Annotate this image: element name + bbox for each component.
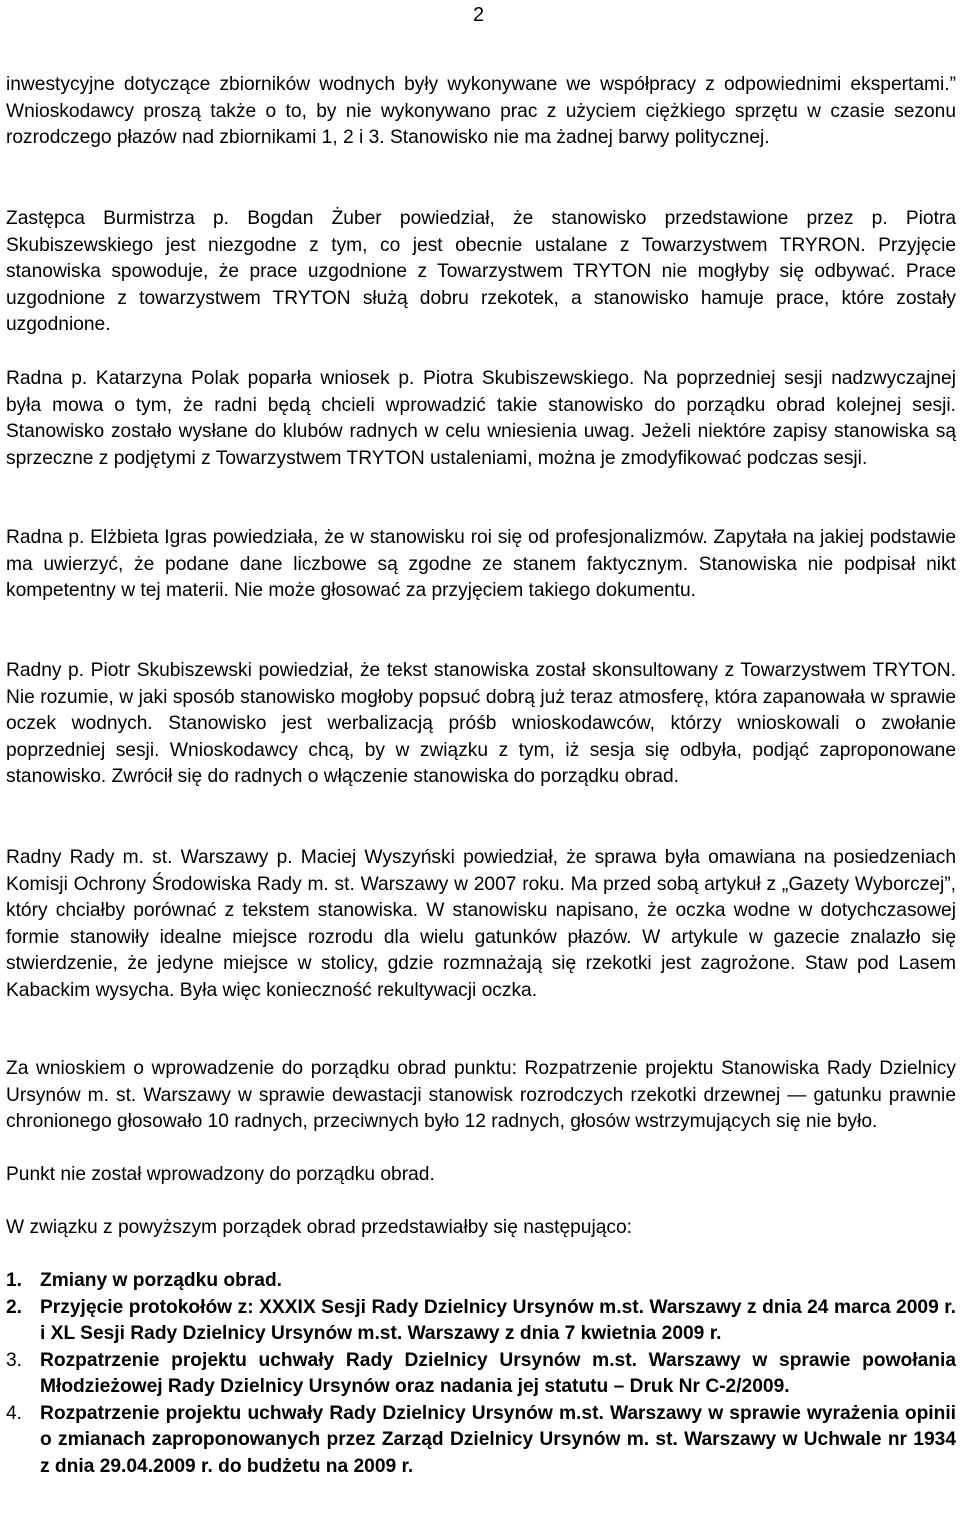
agenda-item bbox=[6, 1401, 956, 1481]
paragraph-intro: inwestycyjne dotyczące zbiorników wodnych były wykonywane we współpracy z odpowiednimi ekspertami.” Wnioskodawcy proszą także o to, by nie wykonywano prac z użyciem ciężkiego sprzętu w czasie sezonu rozrodczego płazów nad zbiornikami 1, 2 i 3. Stanowisko nie ma żadnej barwy politycznej. bbox=[6, 74, 956, 148]
agenda-item-number: 2. bbox=[6, 1296, 23, 1318]
paragraph-wyszynski: Radny Rady m. st. Warszawy p. Maciej Wyszyński powiedział, że sprawa była omawiana na posiedzeniach Komisji Ochrony Środowiska Rady m. st. Warszawy w 2007 roku. Ma przed sobą artykuł z „Gazety Wyborczej”, który chciałby porównać z tekstem stanowiska. W stanowisku napisano, że oczka wodne w dotychczasowej formie stanowiły idealne miejsce rozrodu dla wielu gatunków płazów. W artykule w gazecie znalazło się stwierdzenie, że jedyne miejsce w stolicy, gdzie rozmnażają się rzekotki jest zagrożone. Staw pod Lasem Kabackim wysycha. Była więc konieczność rekultywacji oczka. bbox=[6, 847, 956, 1001]
agenda-list bbox=[6, 1268, 956, 1480]
agenda-item bbox=[6, 1268, 956, 1295]
paragraph-polak: Radna p. Katarzyna Polak poparła wniosek p. Piotra Skubiszewskiego. Na poprzedniej sesji nadzwyczajnej była mowa o tym, że radni będą chcieli wprowadzić takie stanowisko do porządku obrad kolejnej sesji. Stanowisko zostało wysłane do klubów radnych w celu wniesienia uwag. Jeżeli niektóre zapisy stanowiska są sprzeczne z podjętymi z Towarzystwem TRYTON ustaleniami, można je zmodyfikować podczas sesji. bbox=[6, 368, 956, 469]
agenda-item bbox=[6, 1348, 956, 1401]
paragraph-result: Punkt nie został wprowadzony do porządku obrad. bbox=[6, 1164, 435, 1185]
agenda-item-text: Rozpatrzenie projektu uchwały Rady Dzielnicy Ursynów m.st. Warszawy w sprawie powołania Młodzieżowej Rady Dzielnicy Ursynów oraz nadania jej statutu – Druk Nr C-2/2009. bbox=[40, 1349, 956, 1397]
page-number: 2 bbox=[473, 4, 485, 26]
agenda-item-text: Rozpatrzenie projektu uchwały Rady Dzielnicy Ursynów m.st. Warszawy w sprawie wyrażenia opinii o zmianach zaproponowanych przez Zarząd Dzielnicy Ursynów m. st. Warszawy w Uchwale nr 1934 z dnia 29.04.2009 r. do budżetu na 2009 r. bbox=[40, 1402, 956, 1477]
agenda-item-number: 3. bbox=[6, 1349, 23, 1371]
agenda-item-number: 1. bbox=[6, 1270, 23, 1291]
agenda-item-number: 4. bbox=[6, 1402, 23, 1424]
paragraph-agenda-intro: W związku z powyższym porządek obrad przedstawiałby się następująco: bbox=[6, 1217, 633, 1238]
paragraph-vote: Za wnioskiem o wprowadzenie do porządku obrad punktu: Rozpatrzenie projektu Stanowiska Rady Dzielnicy Ursynów m. st. Warszawy w sprawie dewastacji stanowisk rozrodczych rzekotki drzewnej — gatunku prawnie chronionego głosowało 10 radnych, przeciwnych było 12 radnych, głosów wstrzymujących się nie było. bbox=[6, 1058, 956, 1132]
agenda-item-text: Przyjęcie protokołów z: XXXIX Sesji Rady Dzielnicy Ursynów m.st. Warszawy z dnia 24 marca 2009 r. i XL Sesji Rady Dzielnicy Ursynów m.st. Warszawy z dnia 7 kwietnia 2009 r. bbox=[40, 1296, 956, 1344]
paragraph-skubiszewski: Radny p. Piotr Skubiszewski powiedział, że tekst stanowiska został skonsultowany z Towarzystwem TRYTON. Nie rozumie, w jaki sposób stanowisko mogłoby popsuć dobrą już teraz atmosferę, która zapanowała w sprawie oczek wodnych. Stanowisko jest werbalizacją próśb wnioskodawców, którzy wnioskowali o zwołanie poprzedniej sesji. Wnioskodawcy chcą, by w związku z tym, iż sesja się odbyła, podjąć zaproponowane stanowisko. Zwrócił się do radnych o włączenie stanowiska do porządku obrad. bbox=[6, 660, 956, 787]
agenda-item-text: Zmiany w porządku obrad. bbox=[40, 1270, 283, 1291]
paragraph-igras: Radna p. Elżbieta Igras powiedziała, że w stanowisku roi się od profesjonalizmów. Zapytała na jakiej podstawie ma uwierzyć, że podane dane liczbowe są zgodne ze stanem faktycznym. Stanowiska nie podpisał nikt kompetentny w tej materii. Nie może głosować za przyjęciem takiego dokumentu. bbox=[6, 527, 956, 601]
agenda-item bbox=[6, 1295, 956, 1348]
paragraph-zuber: Zastępca Burmistrza p. Bogdan Żuber powiedział, że stanowisko przedstawione przez p. Piotra Skubiszewskiego jest niezgodne z tym, co jest obecnie ustalane z Towarzystwem TRYRON. Przyjęcie stanowiska spowoduje, że prace uzgodnione z Towarzystwem TRYTON nie mogłyby się odbywać. Prace uzgodnione z towarzystwem TRYTON służą dobru rzekotek, a stanowisko hamuje prace, które zostały uzgodnione. bbox=[6, 208, 956, 335]
